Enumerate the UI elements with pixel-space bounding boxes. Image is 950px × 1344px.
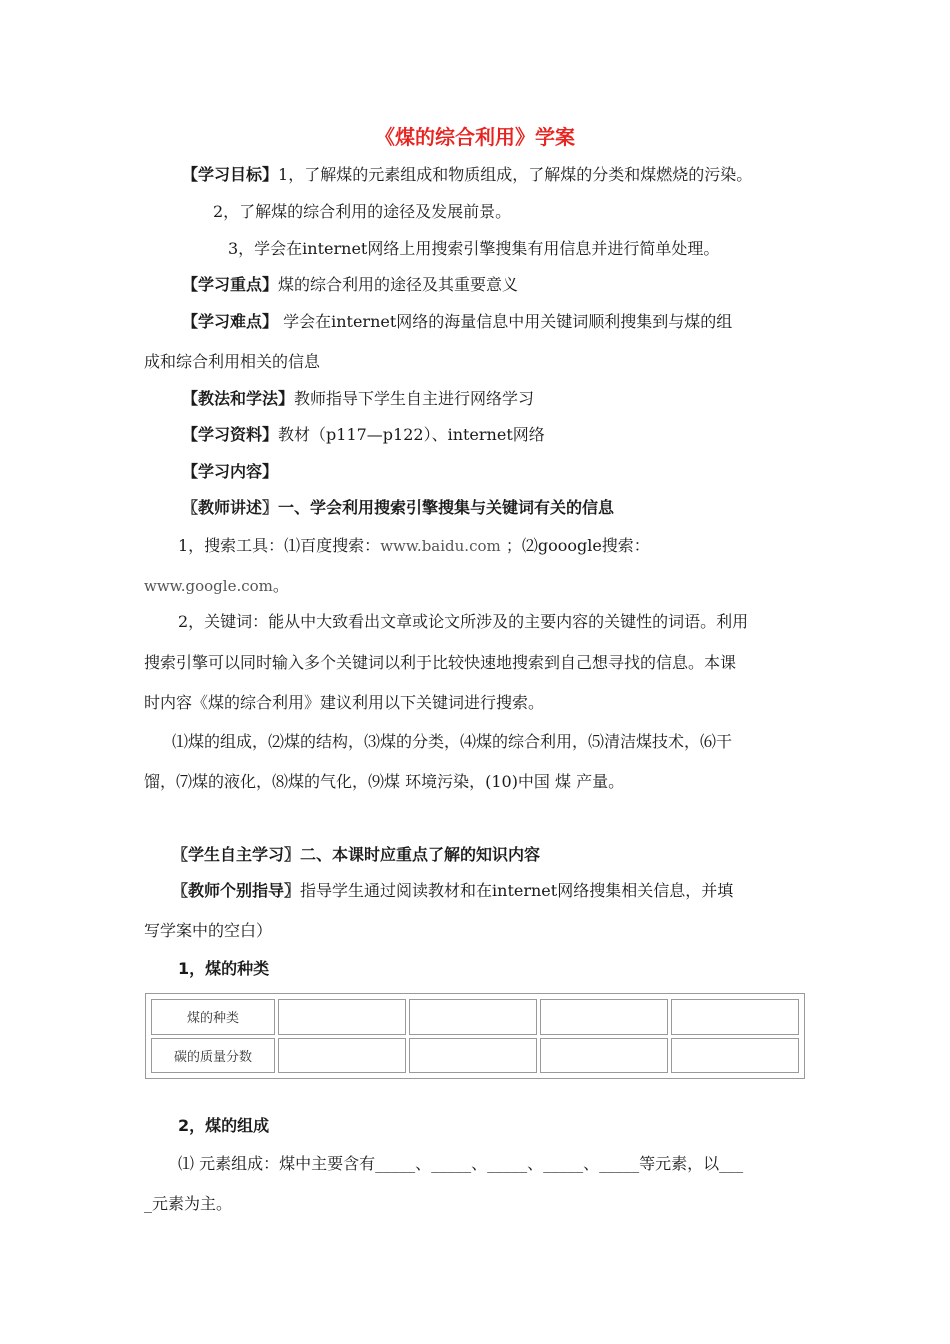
materials-text: 教材（p117—p122）、internet网络 bbox=[278, 425, 545, 444]
baidu-url-link[interactable]: www.baidu.com bbox=[380, 537, 501, 555]
page-title: 《煤的综合利用》学案 bbox=[375, 125, 575, 149]
content-label: 【学习内容】 bbox=[182, 462, 279, 481]
table-cell[interactable] bbox=[540, 1038, 668, 1074]
section2-heading: 〖学生自主学习〗二、本课时应重点了解的知识内容 bbox=[172, 845, 541, 864]
table-row bbox=[151, 1038, 799, 1074]
coal-types-heading: 1，煤的种类 bbox=[178, 959, 270, 978]
guide-text-2: 写学案中的空白） bbox=[144, 921, 273, 940]
guide-line-1 bbox=[172, 881, 733, 901]
table-cell[interactable] bbox=[671, 999, 799, 1035]
google-url-suffix: 。 bbox=[272, 576, 289, 595]
guide-label: 〖教师个别指导〗 bbox=[172, 881, 301, 900]
key-points-text: 煤的综合利用的途径及其重要意义 bbox=[278, 275, 519, 294]
elements-line-1: ⑴ 元素组成：煤中主要含有_____、_____、_____、_____、_____等元素，以___ bbox=[178, 1154, 744, 1173]
difficulty-text-2: 成和综合利用相关的信息 bbox=[144, 352, 321, 371]
key-points-label: 【学习重点】 bbox=[182, 275, 279, 294]
objectives-line-1 bbox=[182, 165, 752, 185]
keywords-line-2: 搜索引擎可以同时输入多个关键词以利于比较快速地搜索到自己想寻找的信息。本课 bbox=[144, 653, 737, 672]
keyword-list-line-1: ⑴煤的组成，⑵煤的结构，⑶煤的分类，⑷煤的综合利用，⑸清洁煤技术，⑹干 bbox=[172, 732, 733, 751]
objective-1: 1，了解煤的元素组成和物质组成，了解煤的分类和煤燃烧的污染。 bbox=[278, 165, 753, 184]
table-cell[interactable] bbox=[540, 999, 668, 1035]
search-tools-line bbox=[178, 536, 650, 556]
guide-text-1: 指导学生通过阅读教材和在internet网络搜集相关信息，并填 bbox=[300, 881, 734, 900]
objective-2: 2，了解煤的综合利用的途径及发展前景。 bbox=[213, 202, 512, 221]
carbon-fraction-header-cell: 碳的质量分数 bbox=[151, 1038, 275, 1074]
objective-3: 3，学会在internet网络上用搜索引擎搜集有用信息并进行简单处理。 bbox=[228, 239, 720, 258]
difficulty-text-1: 学会在internet网络的海量信息中用关键词顺利搜集到与煤的组 bbox=[278, 312, 733, 331]
search-tools-prefix: 1，搜索工具：⑴百度搜索： bbox=[178, 536, 381, 555]
google-url-link[interactable]: www.google.com bbox=[144, 577, 273, 595]
section1-heading: 〖教师讲述〗一、学会利用搜索引擎搜集与关键词有关的信息 bbox=[182, 498, 615, 517]
table-cell[interactable] bbox=[278, 999, 406, 1035]
table-cell[interactable] bbox=[409, 999, 537, 1035]
elements-line-2: _元素为主。 bbox=[144, 1194, 233, 1213]
coal-types-table bbox=[145, 993, 805, 1079]
coal-type-header-cell: 煤的种类 bbox=[151, 999, 275, 1035]
materials-line bbox=[182, 425, 545, 445]
search-tools-mid: ；⑵gooogle搜索： bbox=[500, 536, 650, 555]
key-points-line bbox=[182, 275, 518, 295]
table-cell[interactable] bbox=[278, 1038, 406, 1074]
materials-label: 【学习资料】 bbox=[182, 425, 279, 444]
google-url-line bbox=[144, 576, 289, 596]
table-cell[interactable] bbox=[671, 1038, 799, 1074]
methods-line bbox=[182, 389, 534, 409]
table-cell[interactable] bbox=[409, 1038, 537, 1074]
difficulty-label: 【学习难点】 bbox=[182, 312, 279, 331]
methods-text: 教师指导下学生自主进行网络学习 bbox=[294, 389, 535, 408]
table-row bbox=[151, 999, 799, 1035]
methods-label: 【教法和学法】 bbox=[182, 389, 295, 408]
keyword-list-line-2: 馏，⑺煤的液化，⑻煤的气化，⑼煤 环境污染，(10)中国 煤 产量。 bbox=[144, 772, 625, 791]
objectives-label: 【学习目标】 bbox=[182, 165, 279, 184]
coal-composition-heading: 2，煤的组成 bbox=[178, 1116, 270, 1135]
keywords-line-1: 2，关键词：能从中大致看出文章或论文所涉及的主要内容的关键性的词语。利用 bbox=[178, 612, 749, 631]
keywords-line-3: 时内容《煤的综合利用》建议利用以下关键词进行搜索。 bbox=[144, 693, 545, 712]
difficulty-line-1 bbox=[182, 312, 732, 332]
